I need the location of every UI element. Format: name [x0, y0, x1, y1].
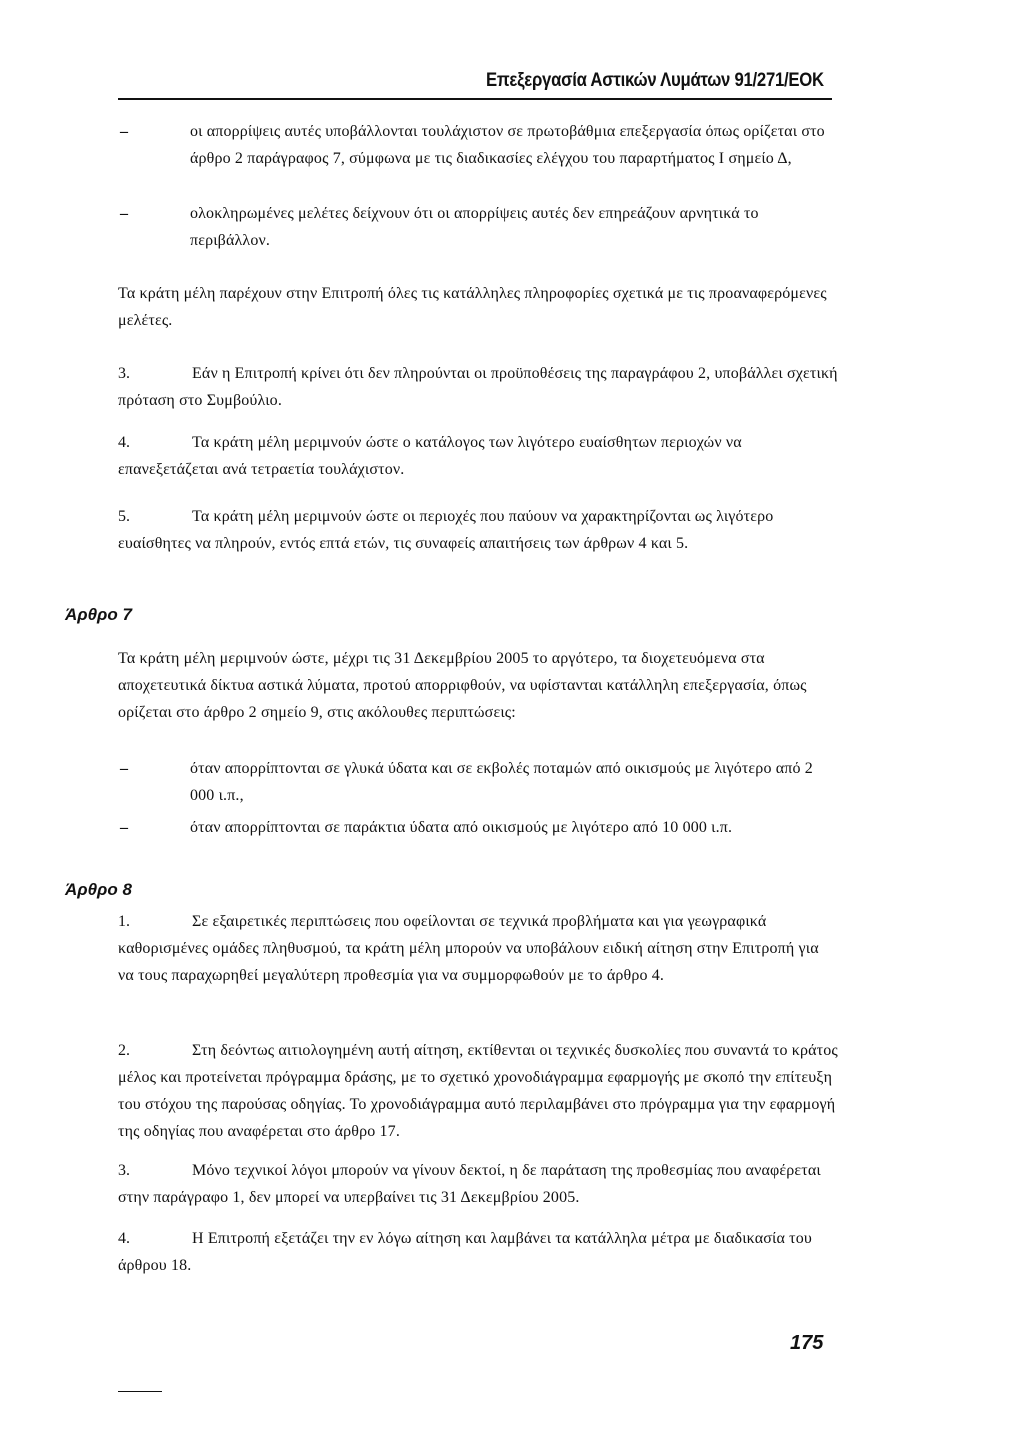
paragraph-number: 3.: [118, 365, 130, 382]
article-8-paragraph-3: Μόνο τεχνικοί λόγοι μπορούν να γίνουν δεκτοί, η δε παράταση της προθεσμίας που αναφέρεται στην παράγραφο 1, δεν μπορεί να υπερβαίνει τις 31 Δεκεμβρίου 2005.: [118, 1162, 821, 1206]
paragraph-info: Τα κράτη μέλη παρέχουν στην Επιτροπή όλες τις κατάλληλες πληροφορίες σχετικά με τις προαναφερόμενες μελέτες.: [118, 285, 827, 329]
paragraph-number: 1.: [118, 913, 130, 930]
article-7-intro: Τα κράτη μέλη μεριμνούν ώστε, μέχρι τις 31 Δεκεμβρίου 2005 το αργότερο, τα διοχετευόμενα στα αποχετευτικά δίκτυα αστικά λύματα, προτού απορριφθούν, να υφίστανται κατάλληλη επεξεργασία, όπως ορίζεται στο άρθρο 2 σημείο 9, στις ακόλουθες περιπτώσεις:: [118, 650, 807, 721]
footer-rule: [118, 1391, 162, 1392]
article-7-heading: Άρθρο 7: [65, 605, 132, 624]
article-8-paragraph-2: Στη δεόντως αιτιολογημένη αυτή αίτηση, εκτίθενται οι τεχνικές δυσκολίες που συναντά το κράτος μέλος και προτείνεται πρόγραμμα δράσης, με το σχετικό χρονοδιάγραμμα εφαρμογής με σκοπό την επίτευξη του στόχου της παρούσας οδηγίας. Το χρονοδιάγραμμα αυτό περιλαμβάνει στο πρόγραμμα για την εφαρμογή της οδηγίας που αναφέρεται στο άρθρο 17.: [118, 1042, 838, 1140]
article-8-paragraph-1: Σε εξαιρετικές περιπτώσεις που οφείλονται σε τεχνικά προβλήματα και για γεωγραφικά καθορισμένες ομάδες πληθυσμού, τα κράτη μέλη μπορούν να υποβάλουν ειδική αίτηση στην Επιτροπή για να τους παραχωρηθεί μεγαλύτερη προθεσμία για να συμμορφωθούν με το άρθρο 4.: [118, 913, 819, 984]
paragraph-4: Τα κράτη μέλη μεριμνούν ώστε ο κατάλογος των λιγότερο ευαίσθητων περιοχών να επανεξετάζεται ανά τετραετία τουλάχιστον.: [118, 434, 742, 478]
header-rule: [118, 98, 832, 100]
paragraph-number: 2.: [118, 1042, 130, 1059]
article-8-paragraph-4: Η Επιτροπή εξετάζει την εν λόγω αίτηση και λαμβάνει τα κατάλληλα μέτρα με διαδικασία του άρθρου 18.: [118, 1230, 812, 1274]
article-7-bullet: όταν απορρίπτονται σε γλυκά ύδατα και σε εκβολές ποταμών από οικισμούς με λιγότερο από 2 000 ι.π.,: [190, 760, 813, 804]
paragraph-number: 4.: [118, 434, 130, 451]
bullet-dash: –: [120, 205, 128, 222]
bullet-item: οι απορρίψεις αυτές υποβάλλονται τουλάχιστον σε πρωτοβάθμια επεξεργασία όπως ορίζεται στο άρθρο 2 παράγραφος 7, σύμφωνα με τις διαδικασίες ελέγχου του παραρτήματος Ι σημείο Δ,: [190, 123, 825, 167]
bullet-dash: –: [120, 760, 128, 777]
article-7-bullet: όταν απορρίπτονται σε παράκτια ύδατα από οικισμούς με λιγότερο από 10 000 ι.π.: [190, 819, 733, 836]
bullet-dash: –: [120, 819, 128, 836]
paragraph-number: 5.: [118, 508, 130, 525]
article-8-heading: Άρθρο 8: [65, 880, 132, 899]
running-header: Επεξεργασία Αστικών Λυμάτων 91/271/ΕΟΚ: [486, 70, 824, 91]
bullet-item: ολοκληρωμένες μελέτες δείχνουν ότι οι απορρίψεις αυτές δεν επηρεάζουν αρνητικά το περιβάλλον.: [190, 205, 759, 249]
page-number: 175: [790, 1332, 824, 1354]
paragraph-number: 3.: [118, 1162, 130, 1179]
paragraph-number: 4.: [118, 1230, 130, 1247]
paragraph-3: Εάν η Επιτροπή κρίνει ότι δεν πληρούνται οι προϋποθέσεις της παραγράφου 2, υποβάλλει σχετική πρόταση στο Συμβούλιο.: [118, 365, 838, 409]
paragraph-5: Τα κράτη μέλη μεριμνούν ώστε οι περιοχές που παύουν να χαρακτηρίζονται ως λιγότερο ευαίσθητες να πληρούν, εντός επτά ετών, τις συναφείς απαιτήσεις των άρθρων 4 και 5.: [118, 508, 774, 552]
bullet-dash: –: [120, 123, 128, 140]
